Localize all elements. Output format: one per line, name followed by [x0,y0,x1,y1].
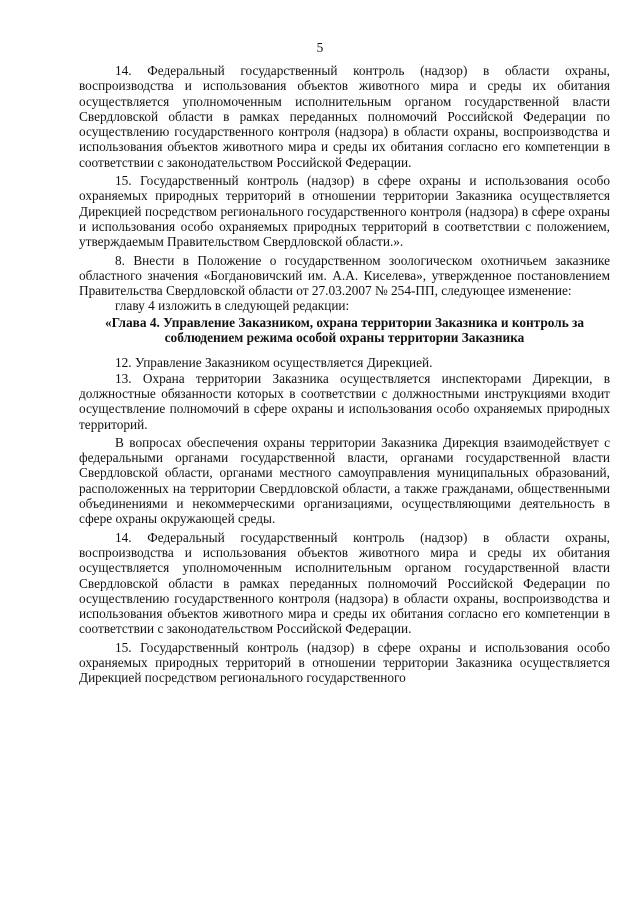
chapter-heading: «Глава 4. Управление Заказником, охрана территории Заказника и контроль за соблюдением режима особой охраны территории Заказника [104,314,585,346]
paragraph-state-control-2: 15. Государственный контроль (надзор) в сфере охраны и использования особо охраняемых природных территорий в отношении территории Заказника осуществляется Дирекцией посредством регионального государственного [79,639,610,686]
document-body [79,63,610,686]
paragraph-state-control: 15. Государственный контроль (надзор) в сфере охраны и использования особо охраняемых природных территорий в отношении территории Заказника осуществляется Дирекцией посредством регионального государственного контроля (надзора) в сфере охраны и использования особо охраняемых природных территорий в соответствии с положением, утверждаемым Правительством Свердловской области.». [79,173,610,250]
page-number: 5 [316,40,324,55]
paragraph-management: 12. Управление Заказником осуществляется Дирекцией. [115,355,433,371]
paragraph-amendment-item-8: 8. Внести в Положение о государственном зоологическом охотничьем заказнике областного значения «Богдановичский им. А.А. Киселева», утвержденное постановлением Правительства Свердловской области от 27.03.2007 № 254-ПП, следующее изменение: [79,252,610,299]
paragraph-federal-control: 14. Федеральный государственный контроль (надзор) в области охраны, воспроизводства и использования объектов животного мира и среды их обитания осуществляется уполномоченным исполнительным органом государственной власти Свердловской области в рамках переданных полномочий Российской Федерации по осуществлению государственного контроля (надзора) в области охраны, воспроизводства и использования объектов животного мира и среды их обитания согласно его компетенции в соответствии с законодательством Российской Федерации. [79,63,610,170]
paragraph-chapter-instruction: главу 4 изложить в следующей редакции: [115,298,350,314]
paragraph-protection: 13. Охрана территории Заказника осуществляется инспекторами Дирекции, в должностные обязанности которых в соответствии с должностными инструкциями входит осуществление полномочий в сфере охраны и использования особо охраняемых природных территорий. [79,370,610,432]
paragraph-federal-control-2: 14. Федеральный государственный контроль (надзор) в области охраны, воспроизводства и использования объектов животного мира и среды их обитания осуществляется уполномоченным исполнительным органом государственной власти Свердловской области в рамках переданных полномочий Российской Федерации по осуществлению государственного контроля (надзора) в области охраны, воспроизводства и использования объектов животного мира и среды их обитания согласно его компетенции в соответствии с законодательством Российской Федерации. [79,529,610,637]
paragraph-cooperation: В вопросах обеспечения охраны территории Заказника Дирекция взаимодействует с федеральными органами государственной власти, органами государственной власти Свердловской области, органами местного самоуправления муниципальных образований, расположенных на территории Свердловской области, а также гражданами, общественными объединениями и некоммерческими организациями, осуществляющими деятельность в сфере охраны окружающей среды. [79,434,610,527]
